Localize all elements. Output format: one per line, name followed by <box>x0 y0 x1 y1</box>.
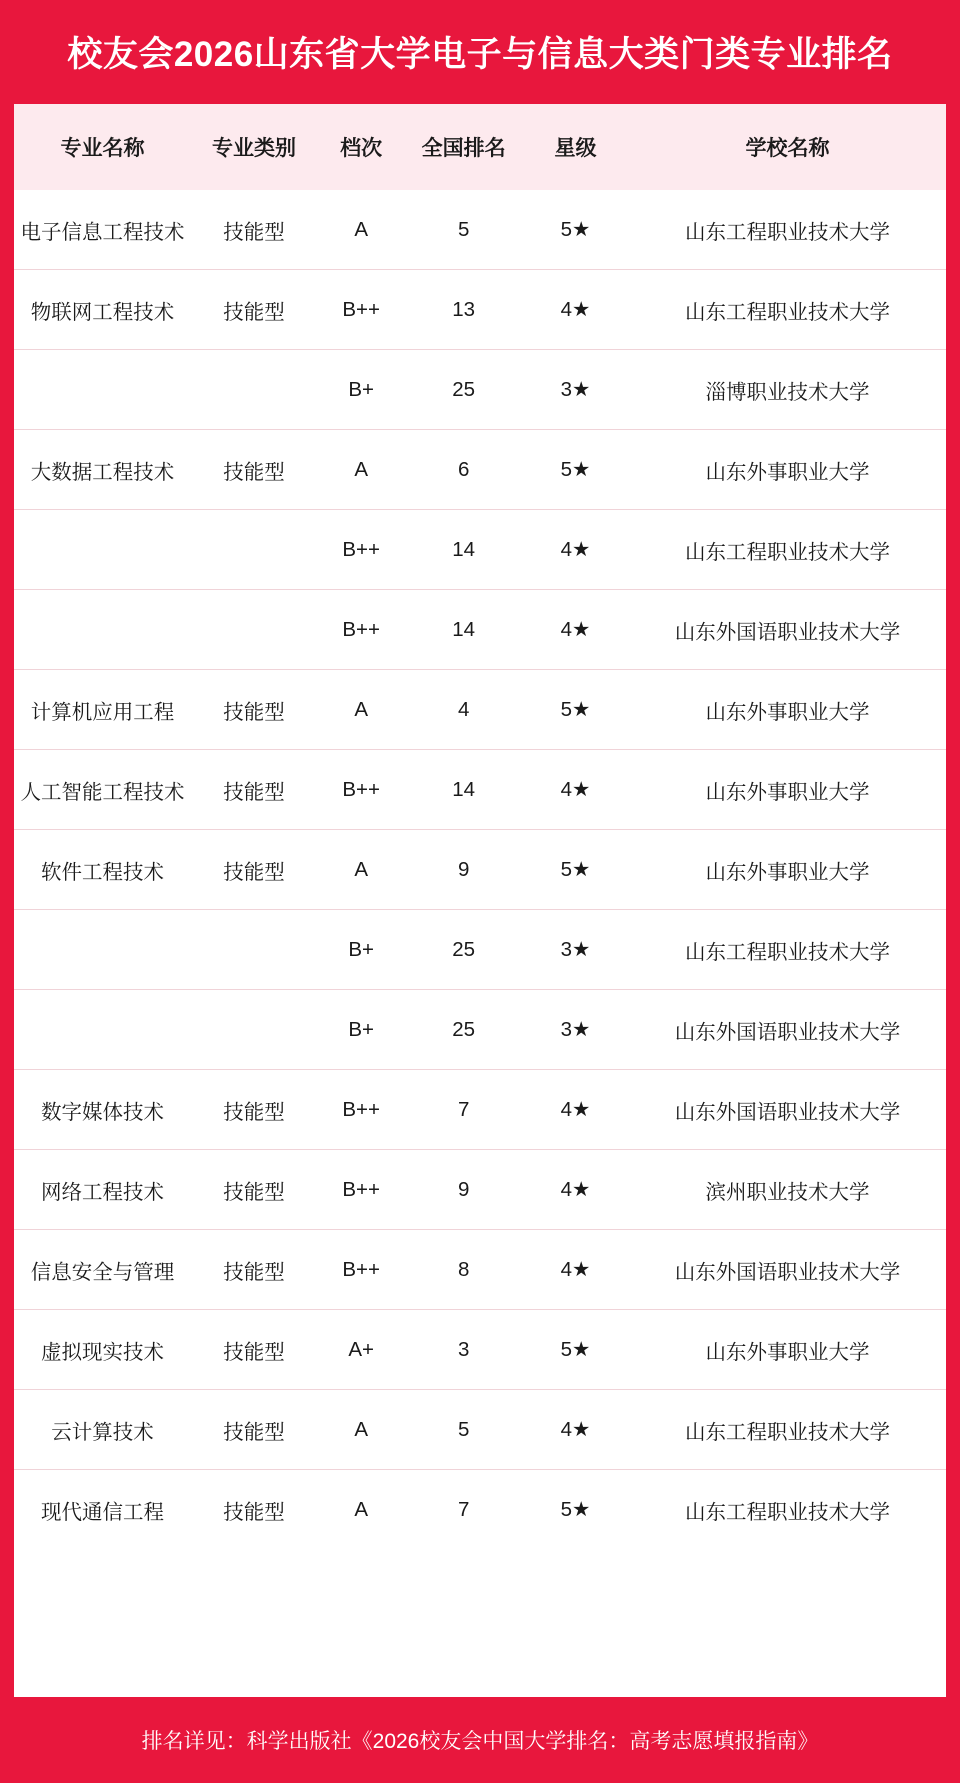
cell-major: 人工智能工程技术 <box>14 750 191 830</box>
cell-major <box>14 990 191 1070</box>
table-row <box>14 1150 946 1230</box>
cell-rank: 25 <box>405 990 522 1070</box>
cell-school: 山东外事职业大学 <box>629 1310 946 1390</box>
cell-school: 山东外国语职业技术大学 <box>629 1070 946 1150</box>
cell-star: 3★ <box>522 350 629 430</box>
cell-school: 山东外事职业大学 <box>629 430 946 510</box>
cell-major <box>14 350 191 430</box>
cell-major: 计算机应用工程 <box>14 670 191 750</box>
cell-category: 技能型 <box>191 1390 317 1470</box>
cell-category: 技能型 <box>191 750 317 830</box>
cell-category: 技能型 <box>191 830 317 910</box>
cell-category <box>191 590 317 670</box>
table-row <box>14 510 946 590</box>
cell-major: 云计算技术 <box>14 1390 191 1470</box>
cell-rank: 7 <box>405 1470 522 1550</box>
cell-rank: 14 <box>405 750 522 830</box>
cell-school: 滨州职业技术大学 <box>629 1150 946 1230</box>
cell-rank: 14 <box>405 510 522 590</box>
column-header-major: 专业名称 <box>14 104 191 190</box>
cell-school: 山东外事职业大学 <box>629 750 946 830</box>
cell-star: 3★ <box>522 990 629 1070</box>
cell-school: 山东工程职业技术大学 <box>629 270 946 350</box>
cell-star: 4★ <box>522 1070 629 1150</box>
cell-category: 技能型 <box>191 270 317 350</box>
cell-school: 山东外国语职业技术大学 <box>629 1230 946 1310</box>
table-header-row <box>14 104 946 190</box>
page-header <box>0 0 960 104</box>
cell-major: 电子信息工程技术 <box>14 190 191 270</box>
cell-tier: B++ <box>317 590 406 670</box>
cell-major: 大数据工程技术 <box>14 430 191 510</box>
table-row <box>14 1470 946 1550</box>
cell-school: 山东外国语职业技术大学 <box>629 990 946 1070</box>
cell-star: 4★ <box>522 590 629 670</box>
cell-star: 5★ <box>522 190 629 270</box>
cell-rank: 5 <box>405 1390 522 1470</box>
cell-star: 5★ <box>522 670 629 750</box>
table-row <box>14 430 946 510</box>
table-row <box>14 670 946 750</box>
cell-tier: A+ <box>317 1310 406 1390</box>
cell-category <box>191 510 317 590</box>
ranking-table-container <box>14 104 946 1697</box>
cell-tier: A <box>317 830 406 910</box>
table-body <box>14 190 946 1549</box>
page-footer <box>0 1697 960 1783</box>
cell-rank: 4 <box>405 670 522 750</box>
cell-category <box>191 350 317 430</box>
cell-major: 虚拟现实技术 <box>14 1310 191 1390</box>
cell-school: 山东工程职业技术大学 <box>629 1470 946 1550</box>
cell-major: 现代通信工程 <box>14 1470 191 1550</box>
cell-school: 山东外国语职业技术大学 <box>629 590 946 670</box>
cell-rank: 8 <box>405 1230 522 1310</box>
cell-rank: 14 <box>405 590 522 670</box>
cell-rank: 9 <box>405 830 522 910</box>
cell-star: 3★ <box>522 910 629 990</box>
cell-rank: 6 <box>405 430 522 510</box>
cell-major <box>14 510 191 590</box>
cell-school: 山东外事职业大学 <box>629 670 946 750</box>
cell-rank: 25 <box>405 350 522 430</box>
table-row <box>14 1070 946 1150</box>
cell-category: 技能型 <box>191 1470 317 1550</box>
table-row <box>14 910 946 990</box>
column-header-star: 星级 <box>522 104 629 190</box>
table-row <box>14 830 946 910</box>
table-row <box>14 190 946 270</box>
page-title: 校友会2026山东省大学电子与信息大类门类专业排名 <box>67 35 893 74</box>
cell-school: 山东工程职业技术大学 <box>629 190 946 270</box>
cell-category <box>191 990 317 1070</box>
cell-tier: A <box>317 1390 406 1470</box>
cell-tier: A <box>317 1470 406 1550</box>
cell-major: 物联网工程技术 <box>14 270 191 350</box>
cell-major <box>14 590 191 670</box>
cell-major: 信息安全与管理 <box>14 1230 191 1310</box>
cell-major: 数字媒体技术 <box>14 1070 191 1150</box>
table-row <box>14 1390 946 1470</box>
cell-star: 4★ <box>522 1150 629 1230</box>
column-header-school: 学校名称 <box>629 104 946 190</box>
cell-rank: 7 <box>405 1070 522 1150</box>
cell-star: 4★ <box>522 1390 629 1470</box>
cell-category: 技能型 <box>191 190 317 270</box>
cell-star: 4★ <box>522 270 629 350</box>
table-row <box>14 350 946 430</box>
column-header-rank: 全国排名 <box>405 104 522 190</box>
table-row <box>14 1230 946 1310</box>
cell-tier: B++ <box>317 270 406 350</box>
table-row <box>14 270 946 350</box>
cell-school: 山东工程职业技术大学 <box>629 510 946 590</box>
cell-tier: A <box>317 190 406 270</box>
cell-tier: B+ <box>317 350 406 430</box>
table-header <box>14 104 946 190</box>
cell-tier: B+ <box>317 990 406 1070</box>
cell-star: 5★ <box>522 830 629 910</box>
cell-star: 4★ <box>522 750 629 830</box>
cell-major: 软件工程技术 <box>14 830 191 910</box>
cell-category: 技能型 <box>191 1310 317 1390</box>
footer-note: 排名详见：科学出版社《2026校友会中国大学排名：高考志愿填报指南》 <box>141 1730 819 1753</box>
table-row <box>14 990 946 1070</box>
cell-school: 山东工程职业技术大学 <box>629 1390 946 1470</box>
cell-major <box>14 910 191 990</box>
cell-tier: B+ <box>317 910 406 990</box>
cell-rank: 5 <box>405 190 522 270</box>
cell-rank: 13 <box>405 270 522 350</box>
column-header-tier: 档次 <box>317 104 406 190</box>
cell-major: 网络工程技术 <box>14 1150 191 1230</box>
cell-category <box>191 910 317 990</box>
table-row <box>14 750 946 830</box>
cell-category: 技能型 <box>191 1230 317 1310</box>
cell-rank: 3 <box>405 1310 522 1390</box>
cell-star: 4★ <box>522 1230 629 1310</box>
table-row <box>14 590 946 670</box>
cell-category: 技能型 <box>191 430 317 510</box>
cell-tier: B++ <box>317 1070 406 1150</box>
cell-tier: B++ <box>317 1230 406 1310</box>
cell-school: 山东外事职业大学 <box>629 830 946 910</box>
cell-school: 淄博职业技术大学 <box>629 350 946 430</box>
cell-star: 4★ <box>522 510 629 590</box>
column-header-category: 专业类别 <box>191 104 317 190</box>
cell-tier: A <box>317 430 406 510</box>
cell-tier: B++ <box>317 1150 406 1230</box>
cell-star: 5★ <box>522 1470 629 1550</box>
ranking-table <box>14 104 946 1549</box>
cell-category: 技能型 <box>191 1150 317 1230</box>
cell-tier: B++ <box>317 750 406 830</box>
cell-category: 技能型 <box>191 670 317 750</box>
table-row <box>14 1310 946 1390</box>
cell-tier: B++ <box>317 510 406 590</box>
cell-rank: 9 <box>405 1150 522 1230</box>
cell-star: 5★ <box>522 1310 629 1390</box>
cell-star: 5★ <box>522 430 629 510</box>
cell-tier: A <box>317 670 406 750</box>
cell-school: 山东工程职业技术大学 <box>629 910 946 990</box>
cell-rank: 25 <box>405 910 522 990</box>
cell-category: 技能型 <box>191 1070 317 1150</box>
